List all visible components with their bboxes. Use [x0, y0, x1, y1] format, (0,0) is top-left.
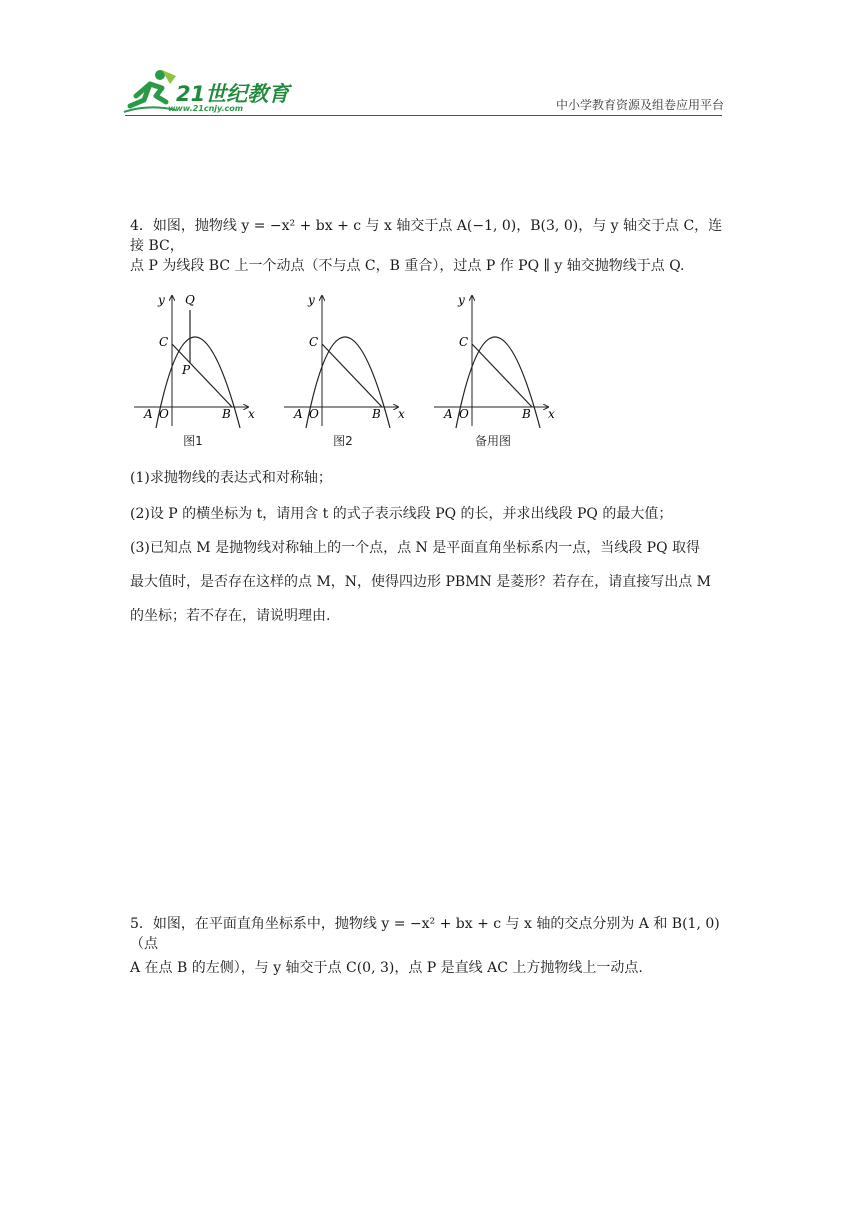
label-c: C — [309, 335, 319, 349]
label-a: A — [444, 407, 453, 421]
label-p: P — [182, 363, 191, 377]
label-y: y — [308, 293, 315, 307]
label-a: A — [144, 407, 153, 421]
q4-figures — [130, 290, 560, 450]
label-o: O — [309, 407, 319, 421]
figure-3-graph — [430, 290, 556, 430]
figure-1-caption: 图1 — [183, 434, 203, 448]
q4-stem-line2: 点 P 为线段 BC 上一个动点（不与点 C，B 重合），过点 P 作 PQ ∥ y 轴交抛物线于点 Q. — [130, 258, 685, 274]
header-divider — [125, 115, 722, 116]
q4-part3-line2: 最大值时，是否存在这样的点 M，N，使得四边形 PBMN 是菱形？若存在，请直接写出点 M — [130, 574, 712, 590]
q4-part3-line3: 的坐标；若不存在，请说明理由. — [130, 608, 331, 624]
label-y: y — [458, 293, 465, 307]
q4-part1: (1)求抛物线的表达式和对称轴； — [130, 470, 332, 486]
figure-1-graph — [130, 290, 256, 430]
label-b: B — [522, 407, 531, 421]
figure-2-caption: 图2 — [333, 434, 353, 448]
q4-part2: (2)设 P 的横坐标为 t，请用含 t 的式子表示线段 PQ 的长，并求出线段 PQ 的最大值； — [130, 506, 673, 522]
figure-3 — [430, 290, 556, 450]
label-b: B — [222, 407, 231, 421]
label-o: O — [159, 407, 169, 421]
q5-stem-line1: 5．如图，在平面直角坐标系中，抛物线 y = −x² + bx + c 与 x 轴的交点分别为 A 和 B(1, 0)（点 — [130, 916, 720, 952]
figure-3-caption: 备用图 — [474, 434, 511, 448]
platform-name: 中小学教育资源及组卷应用平台 — [555, 98, 724, 112]
q4-part3-line1: (3)已知点 M 是抛物线对称轴上的一个点，点 N 是平面直角坐标系内一点，当线段 PQ 取得 — [130, 540, 701, 556]
label-x: x — [398, 407, 405, 421]
figure-1 — [130, 290, 256, 450]
label-a: A — [294, 407, 303, 421]
page-header — [0, 0, 860, 120]
site-logo — [122, 66, 292, 118]
label-b: B — [372, 407, 381, 421]
logo-url: www.21cnjy.com — [168, 104, 244, 113]
logo-text: 21世纪教育 — [176, 82, 290, 106]
label-x: x — [548, 407, 555, 421]
q4-stem-line1: 4．如图，抛物线 y = −x² + bx + c 与 x 轴交于点 A(−1, 0)，B(3, 0)，与 y 轴交于点 C，连接 BC， — [130, 218, 723, 254]
label-q: Q — [185, 293, 195, 307]
label-x: x — [248, 407, 255, 421]
figure-2-graph — [280, 290, 406, 430]
label-c: C — [459, 335, 469, 349]
figure-2 — [280, 290, 406, 450]
label-c: C — [159, 335, 169, 349]
label-o: O — [459, 407, 469, 421]
label-y: y — [158, 293, 165, 307]
q5-stem-line2: A 在点 B 的左侧），与 y 轴交于点 C(0, 3)，点 P 是直线 AC 上方抛物线上一动点. — [130, 960, 643, 976]
